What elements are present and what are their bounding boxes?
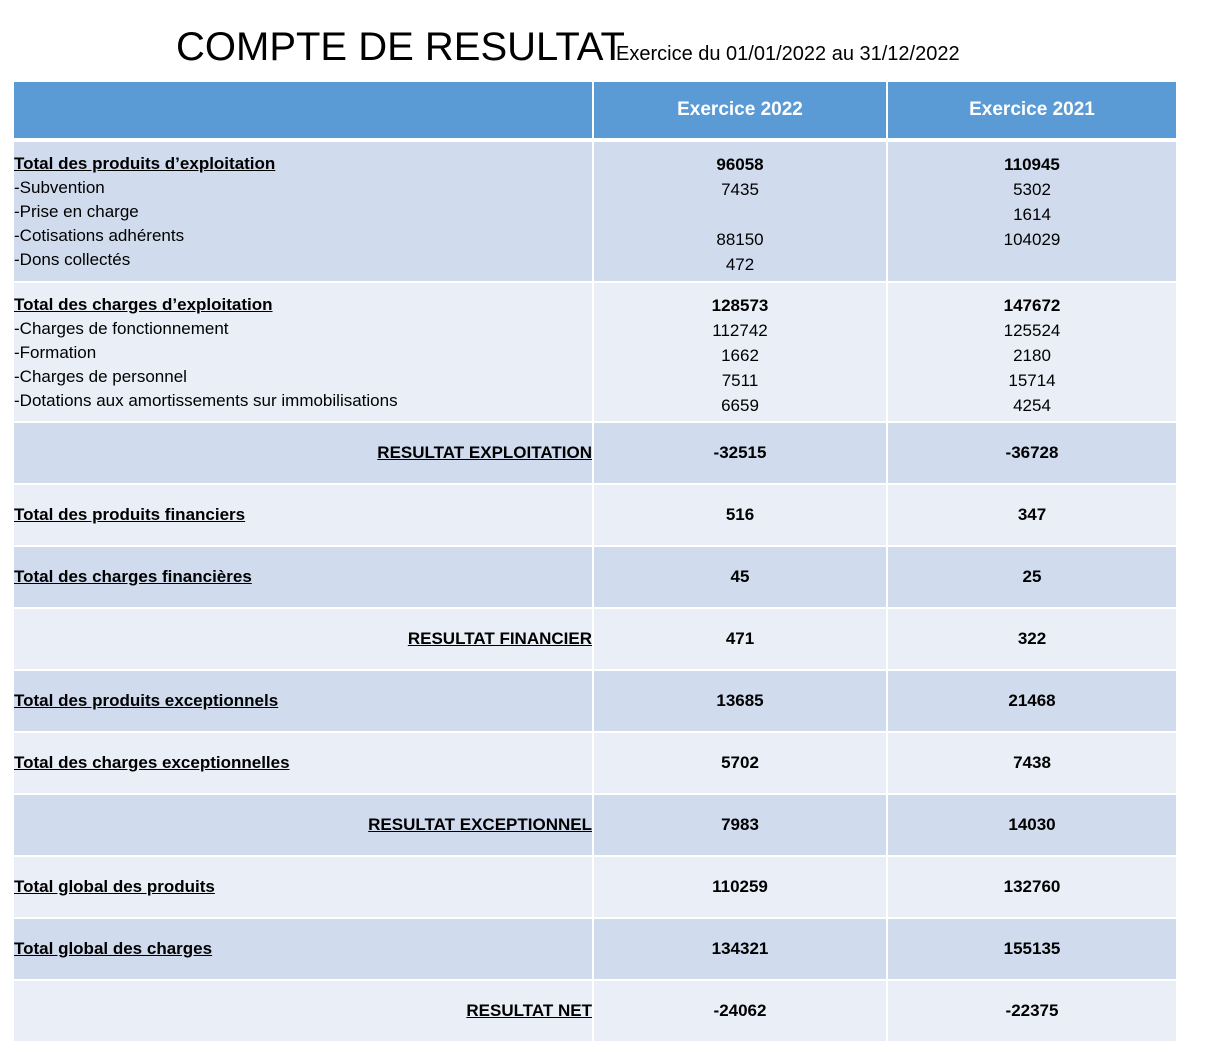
- exceptional-expenses-2022: 5702: [594, 733, 888, 795]
- page-title: COMPTE DE RESULTAT: [176, 25, 625, 69]
- page-header: [0, 0, 1231, 80]
- exceptional-income-row: [14, 671, 1176, 733]
- column-header-2022: Exercice 2022: [594, 82, 888, 142]
- operating-expenses-total-2021: 147672: [1003, 296, 1061, 315]
- operating-expenses-item: -Dotations aux amortissements sur immobilisations: [14, 391, 398, 410]
- operating-expenses-value-2022: 6659: [721, 396, 759, 415]
- operating-income-values-2021: [888, 142, 1176, 283]
- operating-expenses-item: -Charges de personnel: [14, 367, 187, 386]
- exceptional-expenses-label: Total des charges exceptionnelles: [14, 753, 290, 772]
- exceptional-result-2021: 14030: [888, 795, 1176, 857]
- operating-expenses-value-2021: 15714: [1008, 371, 1056, 390]
- financial-result-2021: 322: [888, 609, 1176, 671]
- operating-income-total-label: Total des produits d’exploitation: [14, 154, 276, 173]
- operating-income-labels: [14, 142, 594, 283]
- operating-income-values-2022: [594, 142, 888, 283]
- total-expenses-row: [14, 919, 1176, 981]
- financial-expenses-label: Total des charges financières: [14, 567, 252, 586]
- exceptional-income-2021: 21468: [888, 671, 1176, 733]
- operating-expenses-item: -Formation: [14, 343, 97, 362]
- financial-expenses-2021: 25: [888, 547, 1176, 609]
- total-expenses-2021: 155135: [888, 919, 1176, 981]
- operating-expenses-value-2022: 7511: [721, 371, 759, 390]
- operating-income-value-2022: 472: [725, 255, 755, 274]
- operating-expenses-value-2021: 4254: [1013, 396, 1051, 415]
- net-result-2021: -22375: [888, 981, 1176, 1043]
- operating-income-value-2021: 5302: [1013, 180, 1051, 199]
- operating-income-total-2022: 96058: [716, 155, 764, 174]
- exceptional-income-label: Total des produits exceptionnels: [14, 691, 279, 710]
- operating-expenses-value-2021: 2180: [1013, 346, 1051, 365]
- operating-expenses-item: -Charges de fonctionnement: [14, 319, 229, 338]
- operating-income-value-2022: [594, 202, 886, 227]
- total-income-2021: 132760: [888, 857, 1176, 919]
- operating-income-item: -Dons collectés: [14, 250, 131, 269]
- column-header-2021: Exercice 2021: [888, 82, 1176, 142]
- financial-income-2021: 347: [888, 485, 1176, 547]
- operating-income-value-2021: 104029: [1003, 230, 1061, 249]
- financial-result-row: [14, 609, 1176, 671]
- financial-expenses-2022: 45: [594, 547, 888, 609]
- operating-expenses-total-2022: 128573: [711, 296, 769, 315]
- operating-income-item: -Subvention: [14, 178, 105, 197]
- operating-expenses-value-2022: 112742: [712, 321, 768, 340]
- exceptional-result-2022: 7983: [594, 795, 888, 857]
- income-statement-table: [14, 82, 1176, 1043]
- operating-result-row: [14, 423, 1176, 485]
- financial-income-row: [14, 485, 1176, 547]
- table-row-label: [14, 485, 594, 547]
- operating-income-value-2021: [888, 252, 1176, 277]
- operating-result-label: RESULTAT EXPLOITATION: [377, 443, 592, 462]
- exceptional-expenses-2021: 7438: [888, 733, 1176, 795]
- table-row-label: [14, 795, 594, 857]
- operating-result-2021: -36728: [888, 423, 1176, 485]
- exceptional-income-2022: 13685: [594, 671, 888, 733]
- operating-income-value-2022: 7435: [721, 180, 759, 199]
- table-row-label: [14, 423, 594, 485]
- total-income-label: Total global des produits: [14, 877, 215, 896]
- financial-result-label: RESULTAT FINANCIER: [407, 629, 592, 648]
- operating-expenses-value-2021: 125524: [1003, 321, 1061, 340]
- total-income-2022: 110259: [594, 857, 888, 919]
- net-result-2022: -24062: [594, 981, 888, 1043]
- total-income-row: [14, 857, 1176, 919]
- exceptional-result-row: [14, 795, 1176, 857]
- total-expenses-label: Total global des charges: [14, 939, 213, 958]
- operating-income-total-2021: 110945: [1004, 155, 1060, 174]
- operating-expenses-block: [14, 283, 1176, 423]
- table-row-label: [14, 671, 594, 733]
- operating-income-item: -Prise en charge: [14, 202, 139, 221]
- financial-income-label: Total des produits financiers: [14, 505, 246, 524]
- net-result-label: RESULTAT NET: [466, 1001, 592, 1020]
- total-expenses-2022: 134321: [594, 919, 888, 981]
- table-row-label: [14, 981, 594, 1043]
- operating-expenses-value-2022: 1662: [721, 346, 759, 365]
- exceptional-expenses-row: [14, 733, 1176, 795]
- operating-income-block: [14, 142, 1176, 283]
- column-header-label: [14, 82, 594, 142]
- financial-expenses-row: [14, 547, 1176, 609]
- table-row-label: [14, 857, 594, 919]
- operating-income-value-2022: 88150: [716, 230, 764, 249]
- table-row-label: [14, 733, 594, 795]
- table-row-label: [14, 919, 594, 981]
- operating-result-2022: -32515: [594, 423, 888, 485]
- period-subtitle: Exercice du 01/01/2022 au 31/12/2022: [616, 43, 960, 65]
- financial-result-2022: 471: [594, 609, 888, 671]
- table-header-row: [14, 82, 1176, 142]
- table-row-label: [14, 609, 594, 671]
- operating-expenses-total-label: Total des charges d’exploitation: [14, 295, 273, 314]
- net-result-row: [14, 981, 1176, 1043]
- operating-income-item: -Cotisations adhérents: [14, 226, 185, 245]
- operating-expenses-labels: [14, 283, 594, 423]
- operating-income-value-2021: 1614: [1013, 205, 1051, 224]
- operating-expenses-values-2022: [594, 283, 888, 423]
- operating-expenses-values-2021: [888, 283, 1176, 423]
- exceptional-result-label: RESULTAT EXCEPTIONNEL: [368, 815, 592, 834]
- table-row-label: [14, 547, 594, 609]
- financial-income-2022: 516: [594, 485, 888, 547]
